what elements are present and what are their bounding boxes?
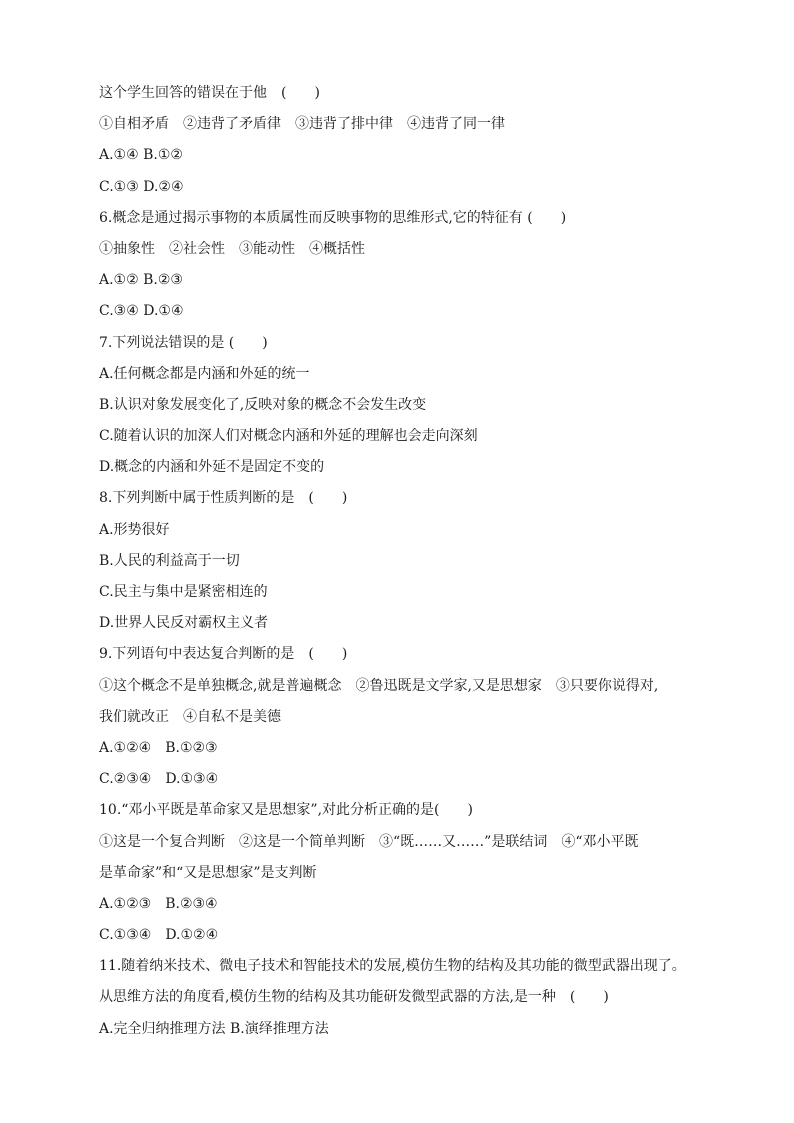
question-9-stem: 9.下列语句中表达复合判断的是 ( )	[99, 646, 348, 663]
question-7-stem: 7.下列说法错误的是 ( )	[99, 334, 268, 351]
question-11-stem-1: 11.随着纳米技术、微电子技术和智能技术的发展,模仿生物的结构及其功能的微型武器出现了。	[99, 958, 686, 975]
question-9-choices-cd: C.②③④ D.①③④	[99, 771, 219, 788]
question-10-stem: 10.“邓小平既是革命家又是思想家”,对此分析正确的是( )	[99, 802, 473, 819]
question-6-choices-ab: A.①② B.②③	[99, 272, 183, 289]
question-7-choice-b: B.认识对象发展变化了,反映对象的概念不会发生改变	[99, 396, 427, 413]
question-10-statements-2: 是革命家”和“又是思想家”是支判断	[99, 864, 317, 881]
question-7-choice-d: D.概念的内涵和外延不是固定不变的	[99, 459, 325, 476]
question-7-choice-a: A.任何概念都是内涵和外延的统一	[99, 365, 310, 382]
question-6-stem: 6.概念是通过揭示事物的本质属性而反映事物的思维形式,它的特征有 ( )	[99, 209, 567, 226]
question-9-choices-ab: A.①②④ B.①②③	[99, 739, 218, 756]
question-6-statements: ①抽象性 ②社会性 ③能动性 ④概括性	[99, 240, 365, 257]
document-page	[99, 78, 719, 1045]
question-6-choices-cd: C.③④ D.①④	[99, 303, 184, 320]
answer-choices-cd: C.①③ D.②④	[99, 178, 184, 195]
question-11-stem-2: 从思维方法的角度看,模仿生物的结构及其功能研发微型武器的方法,是一种 ( )	[99, 989, 609, 1006]
question-9-statements-2: 我们就改正 ④自私不是美德	[99, 708, 281, 725]
question-10-statements-1: ①这是一个复合判断 ②这是一个简单判断 ③“既……又……”是联结词 ④“邓小平既	[99, 833, 639, 850]
question-8-choice-d: D.世界人民反对霸权主义者	[99, 615, 269, 632]
question-8-choice-a: A.形势很好	[99, 521, 170, 538]
question-7-choice-c: C.随着认识的加深人们对概念内涵和外延的理解也会走向深刻	[99, 428, 478, 445]
question-8-choice-b: B.人民的利益高于一切	[99, 552, 240, 569]
question-8-choice-c: C.民主与集中是紧密相连的	[99, 584, 268, 600]
question-9-statements-1: ①这个概念不是单独概念,就是普遍概念 ②鲁迅既是文学家,又是思想家 ③只要你说得对,	[99, 677, 659, 694]
answer-choices-ab: A.①④ B.①②	[99, 147, 183, 164]
question-8-stem: 8.下列判断中属于性质判断的是 ( )	[99, 490, 348, 507]
option-statements: ①自相矛盾 ②违背了矛盾律 ③违背了排中律 ④违背了同一律	[99, 116, 505, 133]
question-11-choices-ab: A.完全归纳推理方法 B.演绎推理方法	[99, 1020, 329, 1037]
question-stem: 这个学生回答的错误在于他 ( )	[99, 85, 320, 101]
question-10-choices-ab: A.①②③ B.②③④	[99, 895, 218, 912]
question-10-choices-cd: C.①③④ D.①②④	[99, 927, 219, 944]
